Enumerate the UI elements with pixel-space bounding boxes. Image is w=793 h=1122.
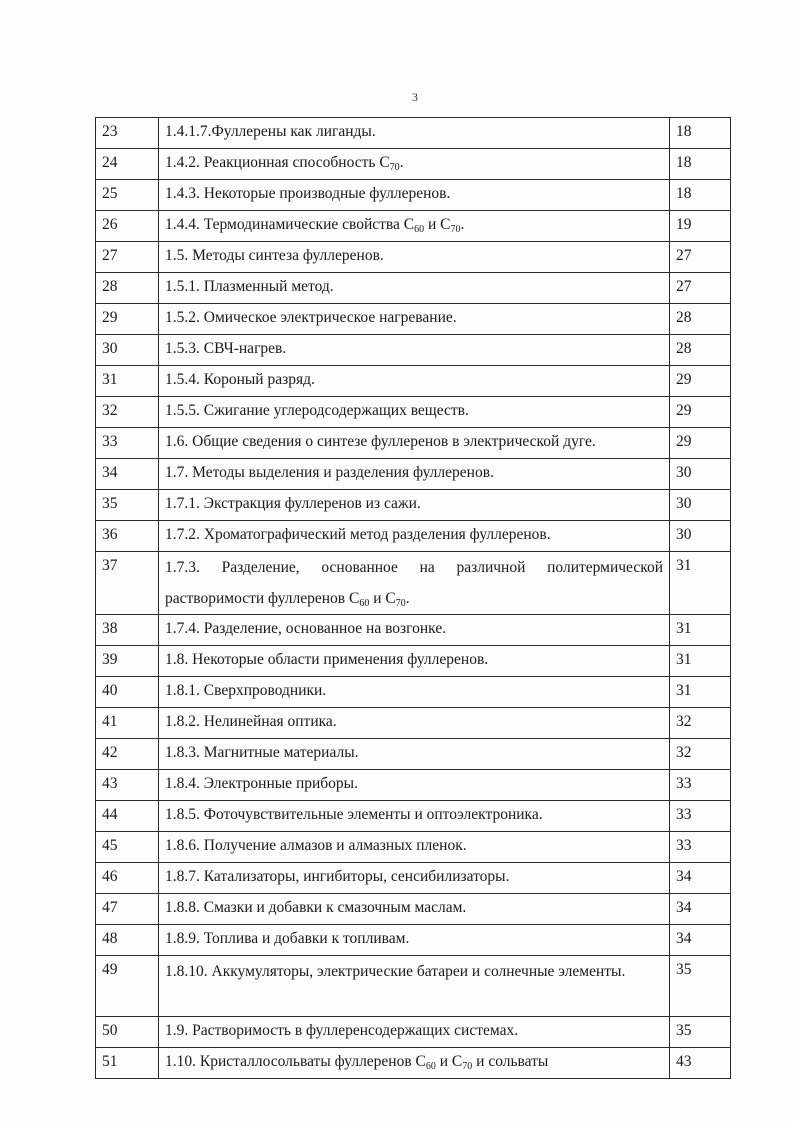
toc-title-text: 1.7.2. Хроматографический метод разделения фуллеренов. (165, 526, 551, 543)
toc-entry-number: 42 (96, 739, 159, 770)
toc-row (96, 304, 731, 335)
toc-row (96, 1048, 731, 1079)
toc-title-text: 1.6. Общие сведения о синтезе фуллеренов в электрической дуге. (165, 433, 596, 450)
toc-title-text: 1.8.3. Магнитные материалы. (165, 744, 359, 761)
toc-row (96, 646, 731, 677)
toc-entry-number: 36 (96, 521, 159, 552)
toc-entry-page: 34 (670, 863, 731, 894)
toc-row (96, 832, 731, 863)
toc-title-text: 1.5.4. Короный разряд. (165, 371, 315, 388)
toc-row (96, 894, 731, 925)
toc-entry-page: 31 (670, 615, 731, 646)
toc-entry-title (159, 770, 670, 801)
toc-entry-number: 40 (96, 677, 159, 708)
toc-entry-number: 44 (96, 801, 159, 832)
toc-title-text: 1.8.2. Нелинейная оптика. (165, 713, 337, 730)
toc-entry-number: 35 (96, 490, 159, 521)
subscript: 70 (389, 162, 400, 173)
toc-entry-number: 25 (96, 180, 159, 211)
toc-entry-title (159, 1048, 670, 1079)
toc-title-text: 1.5.5. Сжигание углеродсодержащих веществ. (165, 402, 469, 419)
subscript: 60 (359, 598, 370, 609)
toc-title-text: 1.5.2. Омическое электрическое нагревание. (165, 309, 457, 326)
toc-entry-number: 26 (96, 211, 159, 242)
toc-title-text: 1.4.1.7.Фуллерены как лиганды. (165, 123, 376, 140)
toc-entry-number: 30 (96, 335, 159, 366)
toc-title-text: 1.9. Растворимость в фуллеренсодержащих системах. (165, 1022, 519, 1039)
toc-entry-page: 29 (670, 366, 731, 397)
subscript: 60 (425, 1061, 436, 1072)
toc-entry-page: 28 (670, 304, 731, 335)
toc-entry-page: 34 (670, 894, 731, 925)
toc-entry-title (159, 677, 670, 708)
toc-entry-number: 34 (96, 459, 159, 490)
toc-entry-title (159, 242, 670, 273)
toc-title-text-part: . (460, 216, 465, 233)
toc-entry-title (159, 739, 670, 770)
toc-entry-number: 29 (96, 304, 159, 335)
toc-entry-page: 31 (670, 552, 731, 615)
toc-title-text: 1.8.8. Смазки и добавки к смазочным маслам. (165, 899, 467, 916)
toc-entry-title (159, 552, 670, 615)
toc-entry-title (159, 211, 670, 242)
toc-entry-title (159, 615, 670, 646)
toc-table (95, 117, 731, 1079)
toc-entry-page: 28 (670, 335, 731, 366)
toc-entry-number: 50 (96, 1017, 159, 1048)
toc-entry-title (159, 459, 670, 490)
toc-entry-page: 27 (670, 273, 731, 304)
toc-title-text-part: и C (435, 1053, 463, 1070)
toc-entry-title (159, 397, 670, 428)
toc-entry-page: 31 (670, 646, 731, 677)
toc-title-text-part: . (399, 154, 404, 171)
toc-row (96, 211, 731, 242)
toc-entry-title (159, 832, 670, 863)
toc-row (96, 552, 731, 615)
toc-row (96, 677, 731, 708)
toc-entry-title (159, 521, 670, 552)
toc-row (96, 1017, 731, 1048)
toc-entry-number: 23 (96, 118, 159, 149)
toc-row (96, 801, 731, 832)
page-number: 3 (412, 90, 418, 104)
toc-title-text: 1.4.3. Некоторые производные фуллеренов. (165, 185, 451, 202)
toc-entry-number: 43 (96, 770, 159, 801)
toc-row (96, 459, 731, 490)
toc-entry-number: 45 (96, 832, 159, 863)
toc-entry-page: 32 (670, 708, 731, 739)
toc-entry-page: 18 (670, 118, 731, 149)
toc-title-text: 1.5.1. Плазменный метод. (165, 278, 334, 295)
toc-entry-number: 51 (96, 1048, 159, 1079)
toc-entry-number: 47 (96, 894, 159, 925)
toc-row (96, 708, 731, 739)
subscript: 60 (414, 224, 425, 235)
toc-entry-page: 27 (670, 242, 731, 273)
toc-body (96, 118, 731, 1079)
toc-entry-title (159, 335, 670, 366)
toc-title-text-part: и C (424, 216, 451, 233)
toc-row (96, 118, 731, 149)
toc-row (96, 863, 731, 894)
toc-entry-title (159, 925, 670, 956)
toc-entry-number: 27 (96, 242, 159, 273)
toc-entry-number: 31 (96, 366, 159, 397)
toc-entry-title (159, 118, 670, 149)
toc-row (96, 180, 731, 211)
toc-row (96, 490, 731, 521)
toc-entry-title (159, 180, 670, 211)
toc-title-text: 1.5. Методы синтеза фуллеренов. (165, 247, 384, 264)
toc-entry-number: 32 (96, 397, 159, 428)
toc-entry-page: 32 (670, 739, 731, 770)
toc-row (96, 615, 731, 646)
toc-entry-number: 37 (96, 552, 159, 615)
toc-title-text: 1.4.2. Реакционная способность C (165, 154, 390, 171)
toc-row (96, 242, 731, 273)
toc-entry-title (159, 366, 670, 397)
toc-entry-title (159, 646, 670, 677)
toc-entry-page: 30 (670, 490, 731, 521)
toc-entry-page: 18 (670, 149, 731, 180)
subscript: 70 (450, 224, 461, 235)
toc-entry-number: 49 (96, 956, 159, 1017)
toc-title-text: 1.8.4. Электронные приборы. (165, 775, 358, 792)
toc-title-text: 1.5.3. СВЧ-нагрев. (165, 340, 287, 357)
toc-entry-title (159, 708, 670, 739)
toc-entry-number: 48 (96, 925, 159, 956)
toc-row (96, 273, 731, 304)
toc-entry-title (159, 149, 670, 180)
toc-entry-title (159, 273, 670, 304)
toc-entry-page: 35 (670, 956, 731, 1017)
toc-entry-page: 33 (670, 832, 731, 863)
toc-title-text: 1.8.5. Фоточувствительные элементы и оптоэлектроника. (165, 806, 543, 823)
toc-row (96, 956, 731, 1017)
toc-entry-title (159, 956, 670, 1017)
toc-entry-page: 35 (670, 1017, 731, 1048)
toc-title-text-part: и сольваты (472, 1053, 549, 1070)
toc-entry-page: 33 (670, 801, 731, 832)
toc-title-text: 1.4.4. Термодинамические свойства C (165, 216, 415, 233)
toc-entry-title (159, 801, 670, 832)
toc-entry-number: 24 (96, 149, 159, 180)
toc-row (96, 925, 731, 956)
toc-row (96, 149, 731, 180)
toc-title-text: 1.8.1. Сверхпроводники. (165, 682, 327, 699)
toc-title-text: 1.7.1. Экстракция фуллеренов из сажи. (165, 495, 421, 512)
toc-title-text: 1.8.6. Получение алмазов и алмазных пленок. (165, 837, 467, 854)
toc-entry-title (159, 490, 670, 521)
toc-entry-number: 41 (96, 708, 159, 739)
toc-row (96, 521, 731, 552)
toc-entry-page: 30 (670, 521, 731, 552)
toc-entry-page: 29 (670, 397, 731, 428)
toc-title-text-part: и C (369, 590, 396, 607)
toc-entry-title (159, 304, 670, 335)
toc-entry-title (159, 894, 670, 925)
toc-entry-page: 43 (670, 1048, 731, 1079)
toc-title-text: 1.8.10. Аккумуляторы, электрические батареи и солнечные элементы. (165, 963, 626, 980)
toc-entry-page: 31 (670, 677, 731, 708)
toc-title-text-part: . (405, 590, 410, 607)
toc-entry-page: 33 (670, 770, 731, 801)
toc-entry-page: 18 (670, 180, 731, 211)
toc-row (96, 335, 731, 366)
toc-title-text: 1.7.4. Разделение, основанное на возгонке. (165, 620, 447, 637)
toc-entry-number: 28 (96, 273, 159, 304)
subscript: 70 (395, 598, 406, 609)
toc-entry-page: 29 (670, 428, 731, 459)
toc-title-text: 1.8. Некоторые области применения фуллеренов. (165, 651, 489, 668)
toc-entry-number: 33 (96, 428, 159, 459)
subscript: 70 (462, 1061, 473, 1072)
toc-entry-number: 39 (96, 646, 159, 677)
toc-entry-number: 46 (96, 863, 159, 894)
toc-entry-title (159, 1017, 670, 1048)
toc-entry-title (159, 428, 670, 459)
toc-title-text: 1.10. Кристаллосольваты фуллеренов C (165, 1053, 426, 1070)
toc-entry-page: 30 (670, 459, 731, 490)
toc-row (96, 739, 731, 770)
toc-entry-page: 19 (670, 211, 731, 242)
toc-title-text: 1.8.9. Топлива и добавки к топливам. (165, 930, 410, 947)
toc-row (96, 770, 731, 801)
toc-entry-number: 38 (96, 615, 159, 646)
toc-entry-page: 34 (670, 925, 731, 956)
toc-entry-title (159, 863, 670, 894)
toc-row (96, 397, 731, 428)
toc-row (96, 428, 731, 459)
toc-title-text: 1.7.3. Разделение, основанное на различной политермической растворимости фуллеренов C (165, 559, 663, 607)
toc-title-text: 1.7. Методы выделения и разделения фуллеренов. (165, 464, 494, 481)
toc-row (96, 366, 731, 397)
toc-title-text: 1.8.7. Катализаторы, ингибиторы, сенсибилизаторы. (165, 868, 510, 885)
